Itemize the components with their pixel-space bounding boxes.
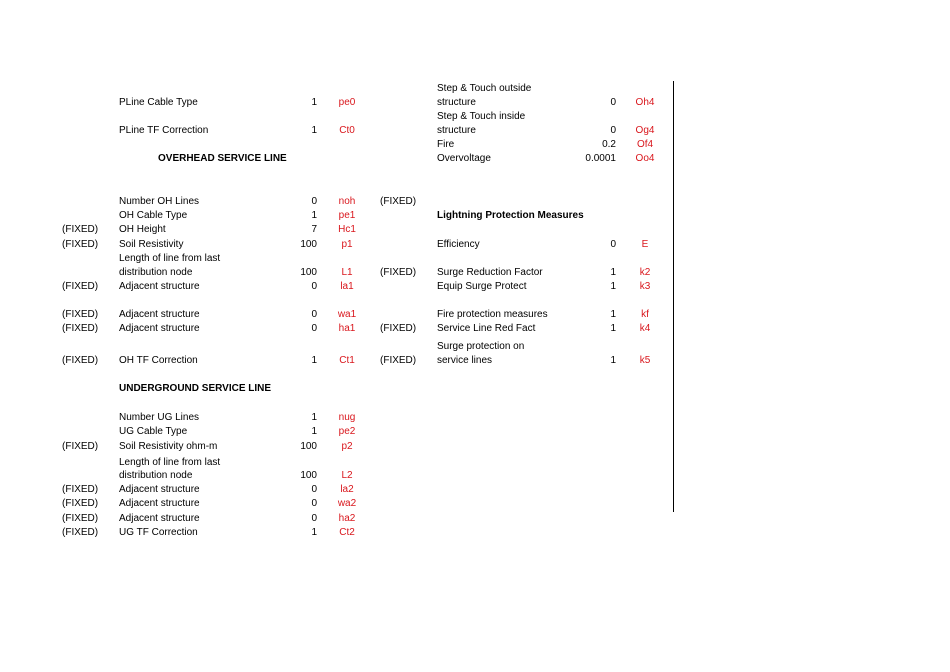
fixed-marker: (FIXED) [62,323,99,334]
fire-code: Of4 [636,139,654,150]
ug-cable-type-code: pe2 [338,426,356,437]
adjacent-structure-value[interactable]: 0 [311,309,317,320]
pline-cable-type-label: PLine Cable Type [119,97,198,108]
service-line-red-fact-value[interactable]: 1 [610,323,616,334]
oh-tf-correction-code: Ct1 [339,355,355,366]
adjacent-structure-value[interactable]: 0 [311,484,317,495]
length-of-line-label: Length of line from last [119,457,221,468]
adjacent-structure-label: Adjacent structure [119,281,200,292]
distribution-node-value[interactable]: 100 [300,267,317,278]
efficiency-value[interactable]: 0 [610,239,616,250]
adjacent-structure-code: la1 [340,281,354,292]
number-ug-lines-value[interactable]: 1 [311,412,317,423]
overvoltage-code: Oo4 [635,153,655,164]
oh-height-label: OH Height [119,224,166,235]
surge-protection-on-label: Surge protection on [437,341,525,352]
oh-cable-type-code: pe1 [338,210,356,221]
service-lines-value[interactable]: 1 [610,355,616,366]
structure-code: Og4 [635,125,655,136]
pline-cable-type-value[interactable]: 1 [311,97,317,108]
ug-cable-type-label: UG Cable Type [119,426,188,437]
number-oh-lines-label: Number OH Lines [119,196,200,207]
fixed-marker: (FIXED) [380,267,417,278]
number-oh-lines-code: noh [338,196,356,207]
fixed-marker: (FIXED) [62,355,99,366]
pline-cable-type-code: pe0 [338,97,356,108]
oh-tf-correction-value[interactable]: 1 [311,355,317,366]
adjacent-structure-value[interactable]: 0 [311,498,317,509]
number-ug-lines-label: Number UG Lines [119,412,200,423]
number-oh-lines-value[interactable]: 0 [311,196,317,207]
adjacent-structure-label: Adjacent structure [119,309,200,320]
structure-code: Oh4 [635,97,655,108]
overhead-section-title: OVERHEAD SERVICE LINE [158,153,287,164]
soil-resistivity-ohm-label: Soil Resistivity ohm-m [119,441,218,452]
pline-tf-correction-code: Ct0 [339,125,355,136]
efficiency-label: Efficiency [437,239,480,250]
fixed-marker: (FIXED) [62,309,99,320]
fixed-marker: (FIXED) [62,239,99,250]
oh-cable-type-label: OH Cable Type [119,210,188,221]
fixed-marker: (FIXED) [380,355,417,366]
service-line-red-fact-label: Service Line Red Fact [437,323,536,334]
distribution-node-code: L1 [341,267,353,278]
fixed-marker: (FIXED) [62,527,99,538]
soil-resistivity-code: p1 [341,239,353,250]
page-break-divider [673,81,674,512]
adjacent-structure-label: Adjacent structure [119,323,200,334]
ug-tf-correction-code: Ct2 [339,527,355,538]
structure-value[interactable]: 0 [610,97,616,108]
oh-height-value[interactable]: 7 [311,224,317,235]
adjacent-structure-label: Adjacent structure [119,498,200,509]
ug-tf-correction-label: UG TF Correction [119,527,198,538]
adjacent-structure-code: la2 [340,484,354,495]
surge-reduction-factor-label: Surge Reduction Factor [437,267,543,278]
equip-surge-protect-code: k3 [639,281,651,292]
fixed-marker: (FIXED) [62,441,99,452]
pline-tf-correction-label: PLine TF Correction [119,125,209,136]
adjacent-structure-value[interactable]: 0 [311,323,317,334]
service-lines-code: k5 [639,355,651,366]
adjacent-structure-value[interactable]: 0 [311,513,317,524]
oh-height-code: Hc1 [338,224,356,235]
soil-resistivity-ohm-code: p2 [341,441,353,452]
overvoltage-label: Overvoltage [437,153,491,164]
surge-reduction-factor-code: k2 [639,267,651,278]
soil-resistivity-ohm-value[interactable]: 100 [300,441,317,452]
efficiency-code: E [641,239,649,250]
fire-label: Fire [437,139,455,150]
distribution-node-label: distribution node [119,470,193,481]
step-touch-outside-label: Step & Touch outside [437,83,532,94]
equip-surge-protect-label: Equip Surge Protect [437,281,527,292]
adjacent-structure-code: ha1 [338,323,356,334]
protection-section-title: Lightning Protection Measures [437,210,584,221]
service-line-red-fact-code: k4 [639,323,651,334]
adjacent-structure-value[interactable]: 0 [311,281,317,292]
fixed-marker: (FIXED) [62,484,99,495]
length-of-line-label: Length of line from last [119,253,221,264]
service-lines-label: service lines [437,355,493,366]
distribution-node-value[interactable]: 100 [300,470,317,481]
fire-protection-measures-code: kf [641,309,649,320]
oh-tf-correction-label: OH TF Correction [119,355,198,366]
structure-value[interactable]: 0 [610,125,616,136]
fixed-marker: (FIXED) [380,323,417,334]
structure-label: structure [437,125,476,136]
adjacent-structure-code: wa1 [337,309,357,320]
pline-tf-correction-value[interactable]: 1 [311,125,317,136]
fire-protection-measures-label: Fire protection measures [437,309,548,320]
ug-cable-type-value[interactable]: 1 [311,426,317,437]
fixed-marker: (FIXED) [62,224,99,235]
distribution-node-label: distribution node [119,267,193,278]
adjacent-structure-code: ha2 [338,513,356,524]
structure-label: structure [437,97,476,108]
adjacent-structure-label: Adjacent structure [119,484,200,495]
fixed-marker: (FIXED) [62,498,99,509]
underground-section-title: UNDERGROUND SERVICE LINE [119,383,272,394]
fire-protection-measures-value[interactable]: 1 [610,309,616,320]
overvoltage-value[interactable]: 0.0001 [585,153,616,164]
oh-cable-type-value[interactable]: 1 [311,210,317,221]
fixed-marker: (FIXED) [62,281,99,292]
surge-reduction-factor-value[interactable]: 1 [610,267,616,278]
equip-surge-protect-value[interactable]: 1 [610,281,616,292]
adjacent-structure-code: wa2 [337,498,357,509]
adjacent-structure-label: Adjacent structure [119,513,200,524]
soil-resistivity-label: Soil Resistivity [119,239,184,250]
ug-tf-correction-value[interactable]: 1 [311,527,317,538]
step-touch-inside-label: Step & Touch inside [437,111,526,122]
fixed-marker: (FIXED) [380,196,417,207]
fixed-marker: (FIXED) [62,513,99,524]
fire-value[interactable]: 0.2 [602,139,616,150]
number-ug-lines-code: nug [338,412,356,423]
soil-resistivity-value[interactable]: 100 [300,239,317,250]
distribution-node-code: L2 [341,470,353,481]
